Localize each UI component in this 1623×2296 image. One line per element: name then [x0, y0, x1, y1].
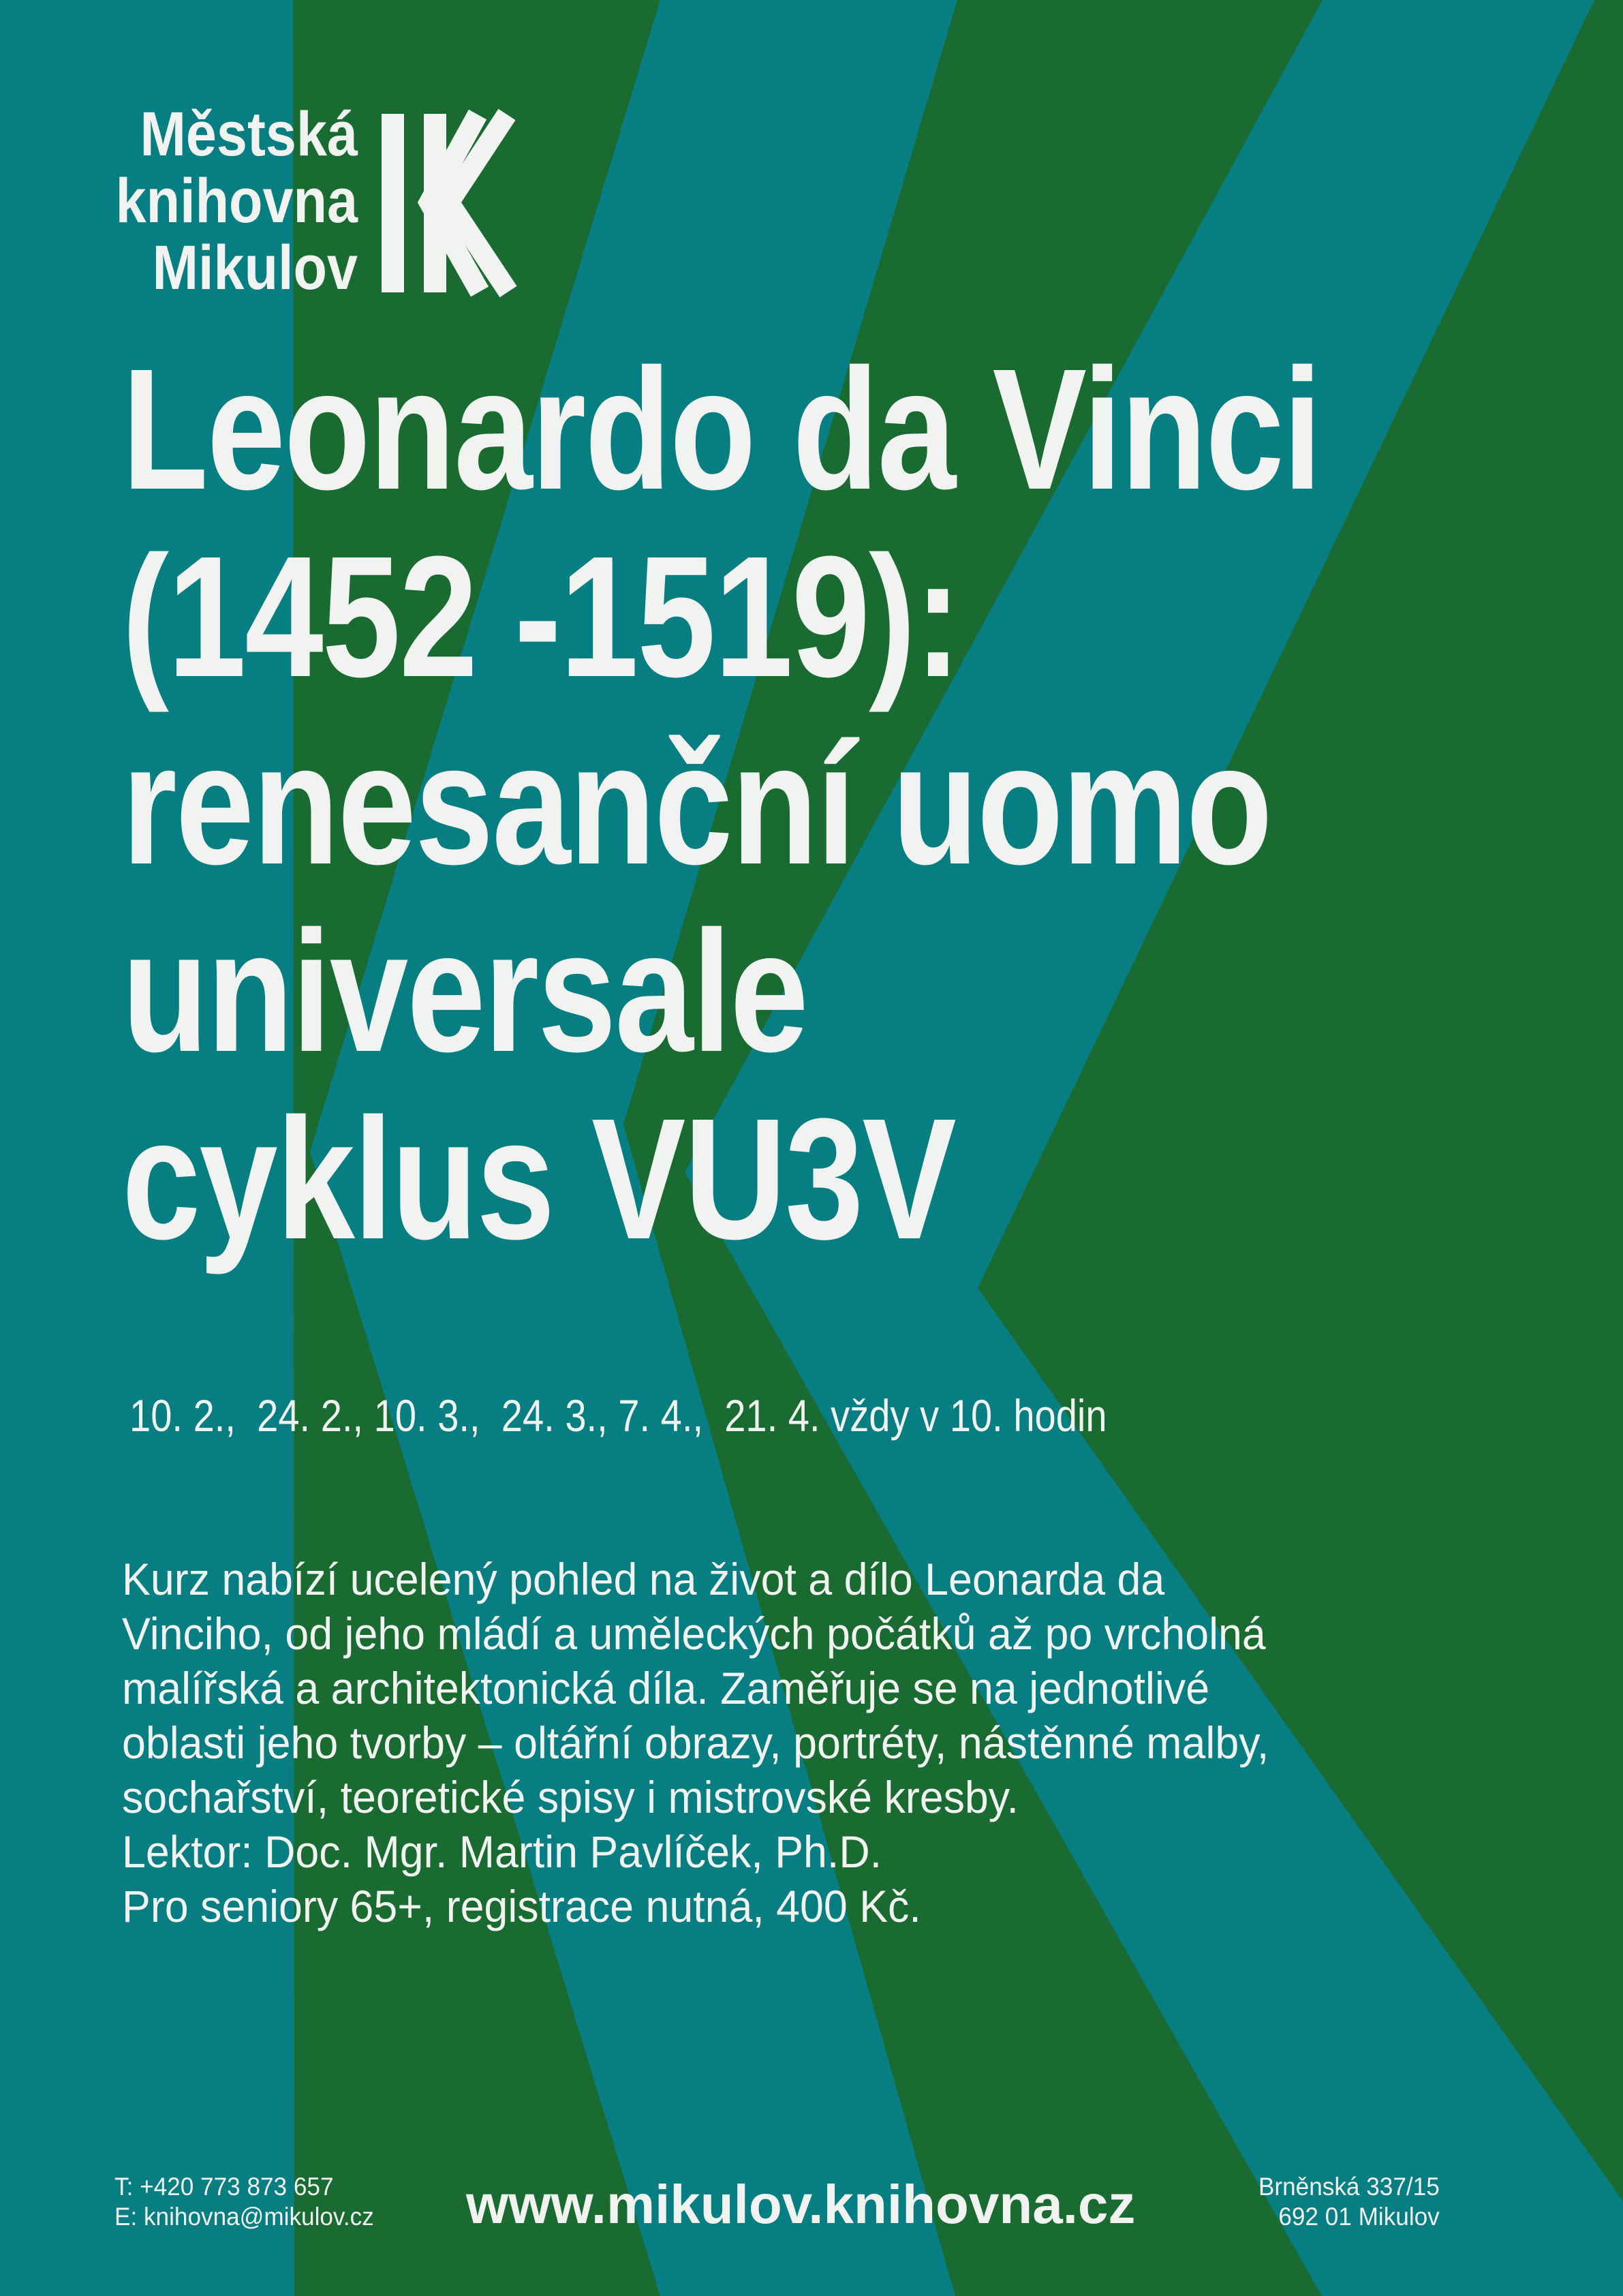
- registration-line: Pro seniory 65+, registrace nutná, 400 Kč.: [122, 1881, 921, 1931]
- footer-contact: [114, 2172, 374, 2232]
- title-line-5: cyklus VU3V: [122, 1082, 955, 1275]
- footer-website: www.mikulov.knihovna.cz: [466, 2174, 1136, 2235]
- footer-address: [1258, 2172, 1440, 2232]
- logo-line-2: knihovna: [115, 166, 358, 236]
- description-line-2: Vinciho, od jeho mládí a uměleckých počátků až po vrcholná: [122, 1608, 1266, 1659]
- footer-email: E: knihovna@mikulov.cz: [114, 2203, 374, 2231]
- title-line-4: universale: [122, 895, 807, 1088]
- description-line-5: sochařství, teoretické spisy i mistrovské kresby.: [122, 1772, 1019, 1822]
- course-description: [122, 1552, 1269, 1933]
- schedule-dates: 10. 2., 24. 2., 10. 3., 24. 3., 7. 4., 21. 4. vždy v 10. hodin: [129, 1390, 1107, 1441]
- title-line-1: Leonardo da Vinci: [122, 333, 1321, 525]
- footer-phone: T: +420 773 873 657: [114, 2173, 334, 2201]
- kk-stem-1: [382, 114, 404, 292]
- title-line-3: renesanční uomo: [122, 707, 1271, 900]
- title-line-2: (1452 -1519):: [122, 520, 961, 713]
- footer-address-street: Brněnská 337/15: [1258, 2173, 1440, 2201]
- description-line-4: oblasti jeho tvorby – oltářní obrazy, portréty, nástěnné malby,: [122, 1717, 1269, 1768]
- logo-line-3: Mikulov: [152, 233, 358, 303]
- footer-address-city: 692 01 Mikulov: [1278, 2203, 1440, 2231]
- poster-title: [122, 333, 1321, 1275]
- description-line-3: malířská a architektonická díla. Zaměřuje se na jednotlivé: [122, 1663, 1210, 1713]
- lecturer-line: Lektor: Doc. Mgr. Martin Pavlíček, Ph.D.: [122, 1826, 882, 1877]
- kk-monogram-icon: [382, 114, 511, 292]
- description-line-1: Kurz nabízí ucelený pohled na život a dílo Leonarda da: [122, 1554, 1165, 1604]
- library-logo-text: [43, 101, 358, 301]
- logo-line-1: Městská: [140, 100, 358, 169]
